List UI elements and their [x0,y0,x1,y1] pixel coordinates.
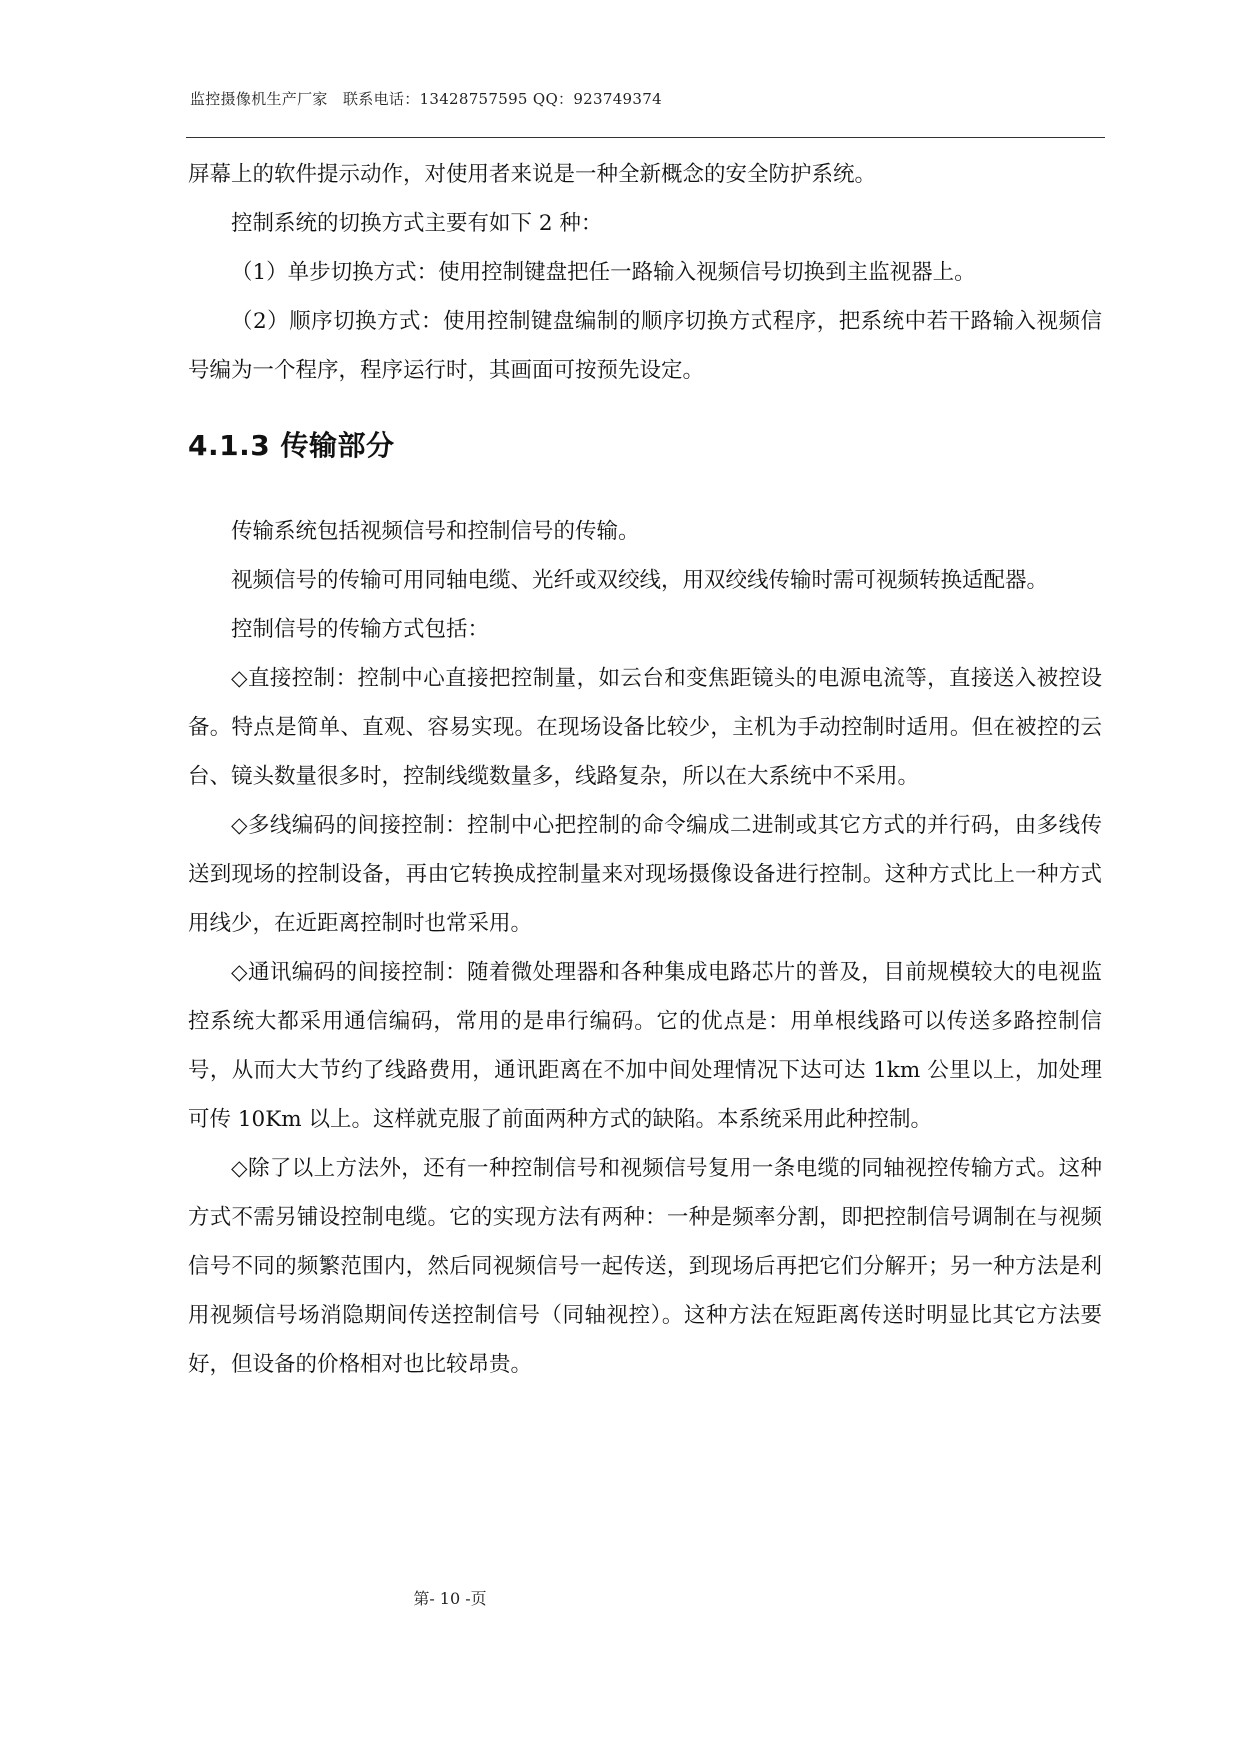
header-divider [186,137,1105,138]
paragraph-coaxial-multiplex-control: ◇除了以上方法外，还有一种控制信号和视频信号复用一条电缆的同轴视控传输方式。这种方式不需另铺设控制电缆。它的实现方法有两种：一种是频率分割，即把控制信号调制在与视频信号不同的频繁范围内，然后同视频信号一起传送，到现场后再把它们分解开；另一种方法是利用视频信号场消隐期间传送控制信号（同轴视控）。这种方法在短距离传送时明显比其它方法要好，但设备的价格相对也比较昂贵。 [188,1156,1102,1377]
page-header: 监控摄像机生产厂家 联系电话：13428757595 QQ：923749374 [190,90,662,108]
paragraph-direct-control: ◇直接控制：控制中心直接把控制量，如云台和变焦距镜头的电源电流等，直接送入被控设备。特点是简单、直观、容易实现。在现场设备比较少，主机为手动控制时适用。但在被控的云台、镜头数量很多时，控制线缆数量多，线路复杂，所以在大系统中不采用。 [188,666,1102,789]
paragraph-multiwire-coded-control: ◇多线编码的间接控制：控制中心把控制的命令编成二进制或其它方式的并行码，由多线传送到现场的控制设备，再由它转换成控制量来对现场摄像设备进行控制。这种方式比上一种方式用线少，在近距离控制时也常采用。 [188,813,1102,936]
page-number: 第- 10 -页 [413,1589,487,1608]
paragraph-communication-coded-control: ◇通讯编码的间接控制：随着微处理器和各种集成电路芯片的普及，目前规模较大的电视监控系统大都采用通信编码，常用的是串行编码。它的优点是：用单根线路可以传送多路控制信号，从而大大节约了线路费用，通讯距离在不加中间处理情况下达可达 1km 公里以上，加处理可传 10Km 以上。这样就克服了前面两种方式的缺陷。本系统采用此种控制。 [188,960,1102,1132]
paragraph-continuation: 屏幕上的软件提示动作，对使用者来说是一种全新概念的安全防护系统。 [188,162,877,187]
paragraph-single-step-switching: （1）单步切换方式：使用控制键盘把任一路输入视频信号切换到主监视器上。 [231,260,976,285]
document-body [188,150,1102,1389]
paragraph-video-transmission: 视频信号的传输可用同轴电缆、光纤或双绞线，用双绞线传输时需可视频转换适配器。 [231,568,1049,593]
paragraph-control-methods-intro: 控制信号的传输方式包括： [231,617,490,642]
paragraph-switching-intro: 控制系统的切换方式主要有如下 2 种： [231,211,603,236]
section-heading: 4.1.3 传输部分 [188,429,395,462]
paragraph-transmission-overview: 传输系统包括视频信号和控制信号的传输。 [231,519,640,544]
page-footer [0,1586,900,1609]
paragraph-sequential-switching: （2）顺序切换方式：使用控制键盘编制的顺序切换方式程序，把系统中若干路输入视频信号编为一个程序，程序运行时，其画面可按预先设定。 [188,309,1102,383]
